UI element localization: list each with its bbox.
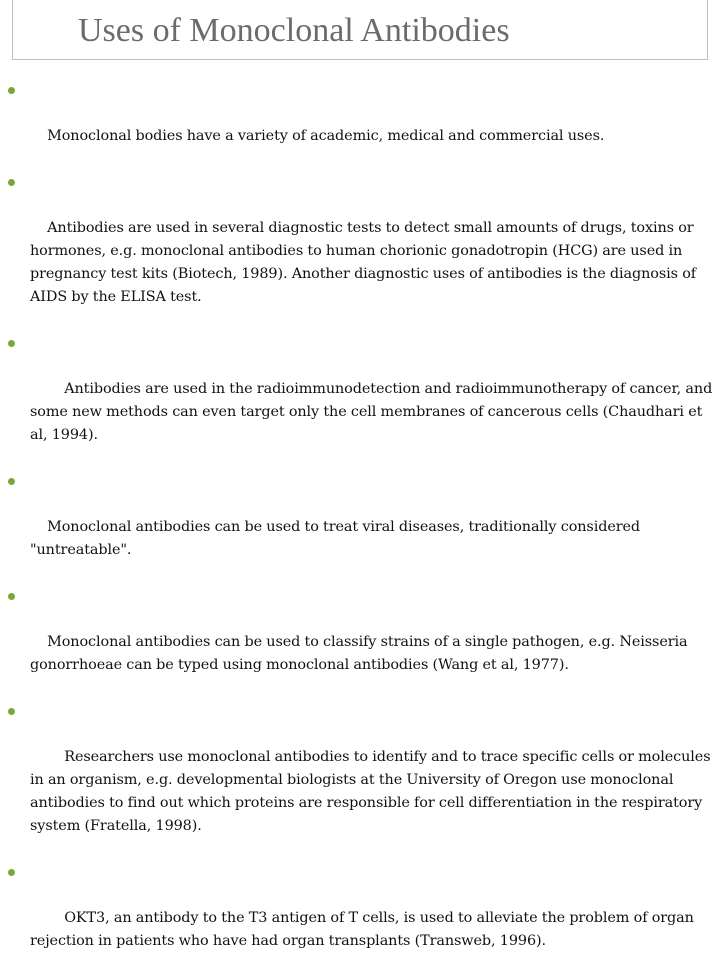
bullet-dot-icon [8, 340, 15, 347]
bullet-item [30, 861, 716, 976]
bullet-dot-icon [8, 87, 15, 94]
bullet-text: Antibodies are used in several diagnostic tests to detect small amounts of drugs, toxins or hormones, e.g. monoclonal antibodies to human chorionic gonadotropin (HCG) are used in pregnancy test kits (Biotech, 1989). Another diagnostic uses of antibodies is the diagnosis of AIDS by the ELISA test. [30, 220, 701, 305]
bullet-text: Monoclonal antibodies can be used to treat viral diseases, traditionally considered "untreatable". [30, 519, 645, 558]
bullet-text: OKT3, an antibody to the T3 antigen of T cells, is used to alleviate the problem of organ rejection in patients who have had organ transplants (Transweb, 1996). [30, 910, 699, 949]
bullet-dot-icon [8, 708, 15, 715]
bullet-item [30, 470, 716, 585]
bullet-dot-icon [8, 869, 15, 876]
bullet-text: Monoclonal bodies have a variety of academic, medical and commercial uses. [47, 128, 605, 144]
bullet-dot-icon [8, 179, 15, 186]
bullet-item [30, 171, 716, 332]
bullet-item [30, 79, 716, 171]
bullet-item [30, 585, 716, 700]
bullet-dot-icon [8, 593, 15, 600]
bullet-item [30, 700, 716, 861]
bullet-item [30, 332, 716, 470]
slide-title: Uses of Monoclonal Antibodies [78, 12, 510, 49]
bullet-dot-icon [8, 478, 15, 485]
bullet-list [30, 79, 716, 976]
bullet-text: Researchers use monoclonal antibodies to identify and to trace specific cells or molecules in an organism, e.g. developmental biologists at the University of Oregon use monoclonal antibodies to find out which proteins are responsible for cell differentiation in the respiratory system (Fratella, 1998). [30, 749, 715, 834]
bullet-text: Antibodies are used in the radioimmunodetection and radioimmunotherapy of cancer, and some new methods can even target only the cell membranes of cancerous cells (Chaudhari et al, 1994). [30, 381, 717, 443]
bullet-text: Monoclonal antibodies can be used to classify strains of a single pathogen, e.g. Neisseria gonorrhoeae can be typed using monoclonal antibodies (Wang et al, 1977). [30, 634, 692, 673]
